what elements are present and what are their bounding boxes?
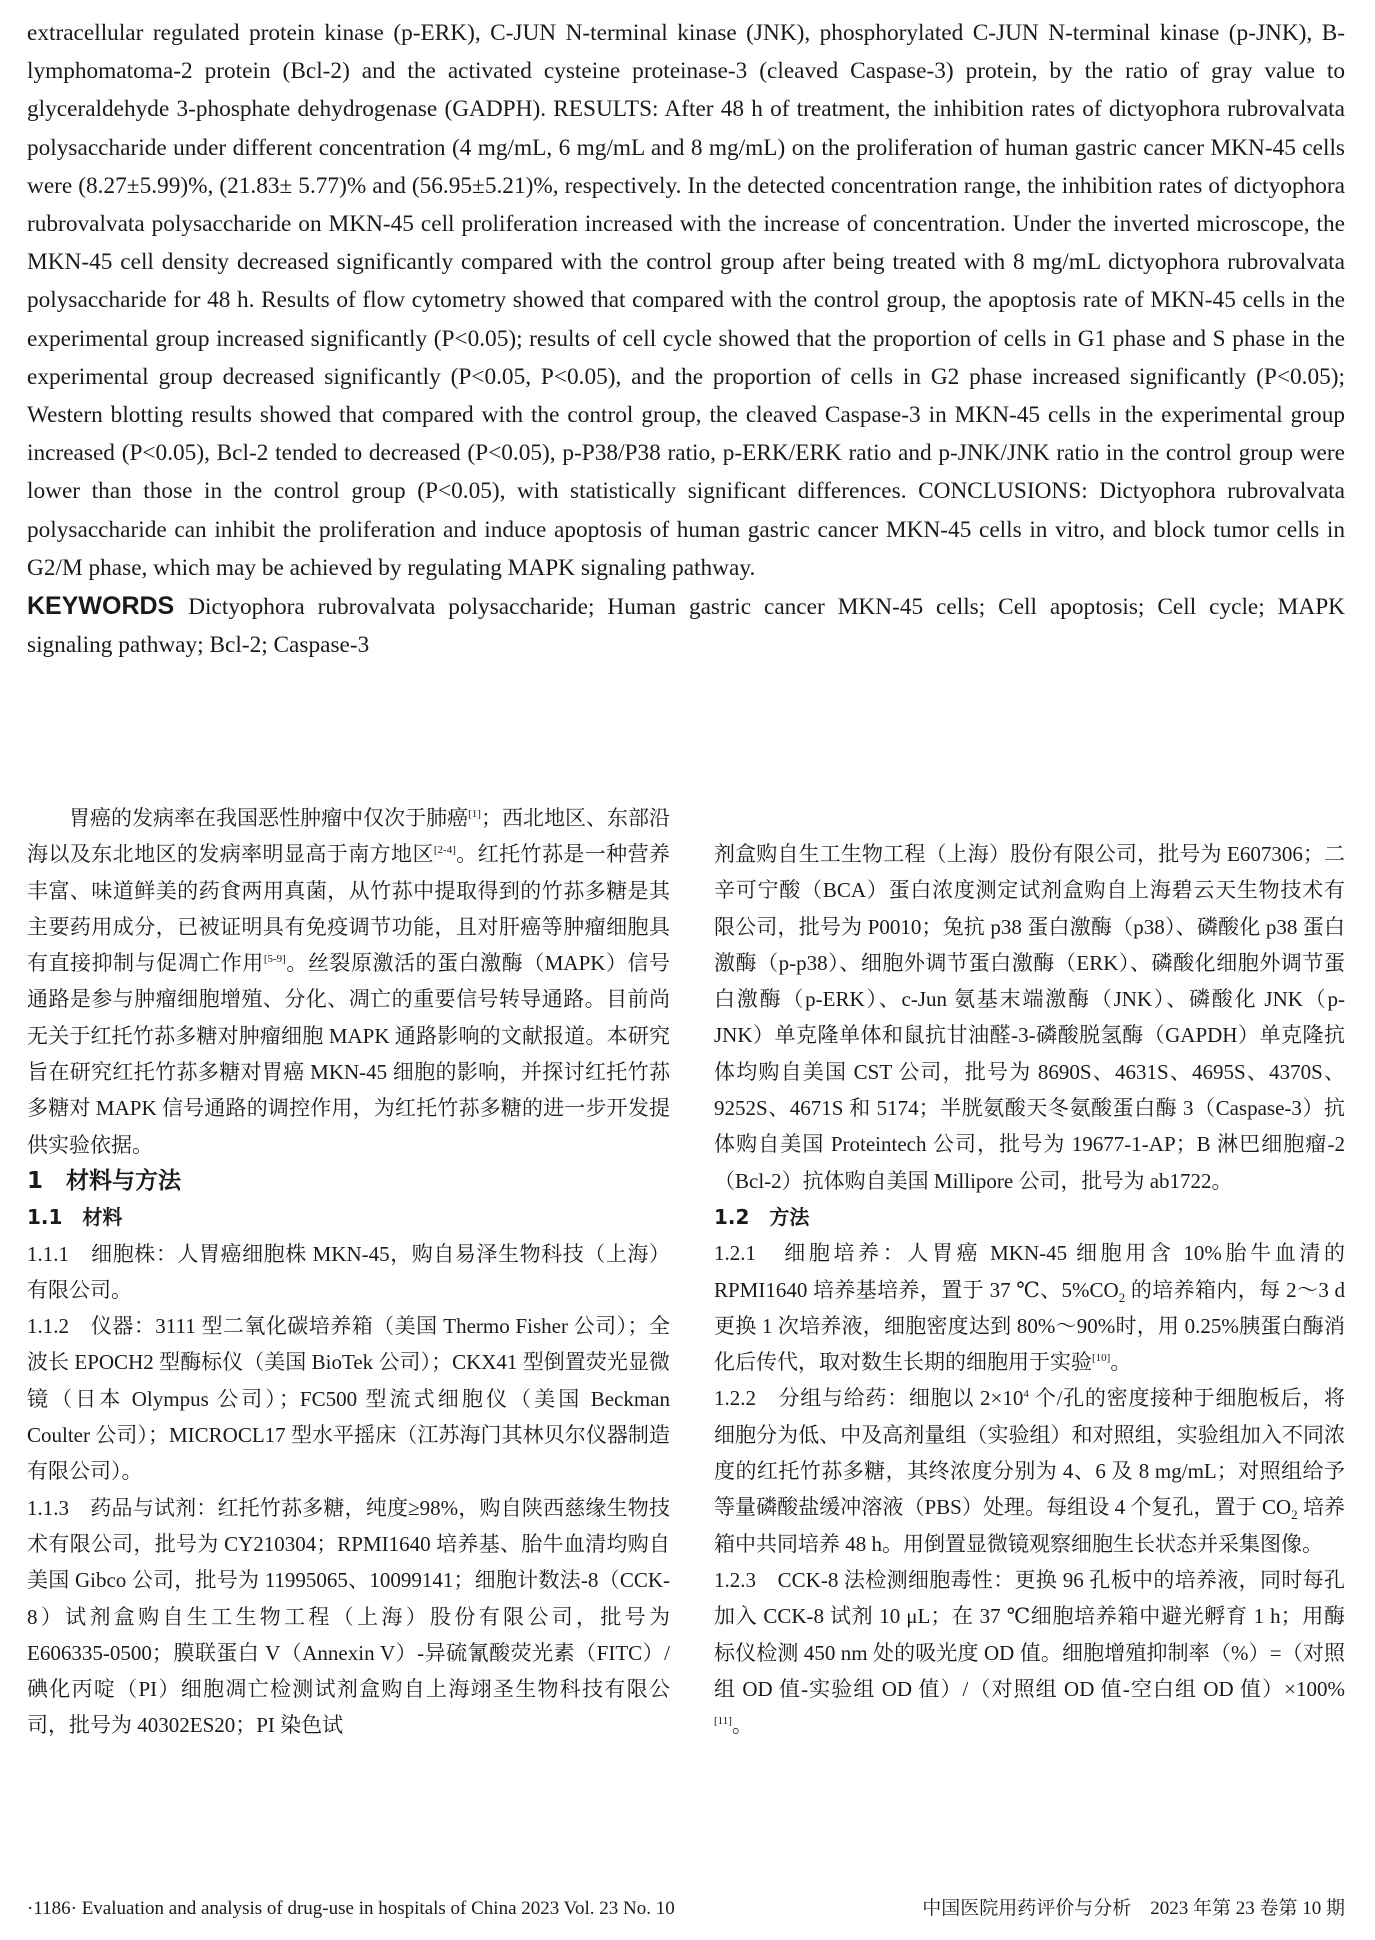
subscript: 2 (1291, 1507, 1298, 1523)
intro-text-b: ；西北地区、东部沿海以及东北地区的发病率明显高于南方地区 (27, 806, 671, 867)
left-column (27, 800, 670, 1744)
citation: [5-9] (263, 953, 286, 966)
subsection-heading-1-1: 1.1 材料 (27, 1205, 123, 1230)
p121-text-c: 。 (1110, 1350, 1132, 1375)
superscript: 4 (1023, 1388, 1029, 1401)
paragraph-1-1-1: 1.1.1 细胞株：人胃癌细胞株 MKN-45，购自易泽生物科技（上海）有限公司。 (27, 1241, 670, 1302)
abstract-text: extracellular regulated protein kinase (p-ERK), C-JUN N-terminal kinase (JNK), phosphorylated C-JUN N-terminal kinase (p-JNK), B-lymphomatoma-2 protein (Bcl-2) and the activated cysteine proteinase-3 (cleaved Caspase-3) protein, by the ratio of gray value to glyceraldehyde 3-phosphate dehydrogenase (GADPH). RESULTS: After 48 h of treatment, the inhibition rates of dictyophora rubrovalvata polysaccharide under different concentration (4 mg/mL, 6 mg/mL and 8 mg/mL) on the proliferation of human gastric cancer MKN-45 cells were (8.27±5.99)%, (21.83± 5.77)% and (56.95±5.21)%, respectively. In the detected concentration range, the inhibition rates of dictyophora rubrovalvata polysaccharide on MKN-45 cell proliferation increased with the increase of concentration. Under the inverted microscope, the MKN-45 cell density decreased significantly compared with the control group after being treated with 8 mg/mL dictyophora rubrovalvata polysaccharide for 48 h. Results of flow cytometry showed that compared with the control group, the apoptosis rate of MKN-45 cells in the experimental group increased significantly (P<0.05); results of cell cycle showed that the proportion of cells in G1 phase and S phase in the experimental group decreased significantly (P<0.05, P<0.05), and the proportion of cells in G2 phase increased significantly (P<0.05); Western blotting results showed that compared with the control group, the cleaved Caspase-3 in MKN-45 cells in the experimental group increased (P<0.05), Bcl-2 tended to decreased (P<0.05), p-P38/P38 ratio, p-ERK/ERK ratio and p-JNK/JNK ratio in the control group were lower than those in the control group (P<0.05), with statistically significant differences. CONCLUSIONS: Dictyophora rubrovalvata polysaccharide can inhibit the proliferation and induce apoptosis of human gastric cancer MKN-45 cells in vitro, and block tumor cells in G2/M phase, which may be achieved by regulating MAPK signaling pathway. (27, 20, 1345, 581)
paragraph-1-2-1 (714, 1235, 1345, 1380)
p121-text-a: 1.2.1 细胞培养：人胃癌 MKN-45 细胞用含 10%胎牛血清的 RPMI1640 培养基培养，置于 37 ℃、5%CO (714, 1241, 1345, 1302)
p123-end: 。 (731, 1713, 753, 1738)
p122-text-a: 1.2.2 分组与给药：细胞以 2×10 (714, 1386, 1024, 1411)
subscript: 2 (1118, 1289, 1126, 1305)
keywords-label: KEYWORDS (27, 592, 175, 621)
intro-text-c: 。红托竹荪是一种营养丰富、味道鲜美的药食两用真菌，从竹荪中提取得到的竹荪多糖是其主要药用成分，已被证明具有免疫调节功能，且对肝癌等肿瘤细胞具有直接抑制与促凋亡作用 (27, 842, 671, 976)
intro-paragraph (27, 800, 670, 1163)
right-column (714, 836, 1345, 1743)
section-heading-1: 1 材料与方法 (27, 1167, 182, 1194)
intro-text-a: 胃癌的发病率在我国恶性肿瘤中仅次于肺癌 (69, 806, 469, 830)
keywords-line (27, 587, 1345, 664)
footer-journal-en: ·1186· Evaluation and analysis of drug-use in hospitals of China 2023 Vol. 23 No. 10 (27, 1898, 675, 1919)
keywords-text: Dictyophora rubrovalvata polysaccharide; Human gastric cancer MKN-45 cells; Cell apoptosis; Cell cycle; MAPK signaling pathway; Bcl-2; Caspase-3 (27, 594, 1345, 659)
citation: [1] (468, 808, 481, 820)
intro-text-d: 。丝裂原激活的蛋白激酶（MAPK）信号通路是参与肿瘤细胞增殖、分化、凋亡的重要信号转导通路。目前尚无关于红托竹荪多糖对肿瘤细胞 MAPK 通路影响的文献报道。本研究旨在研究红托竹荪多糖对胃癌 MKN-45 细胞的影响，并探讨红托竹荪多糖对 MAPK 信号通路的调控作用，为红托竹荪多糖的进一步开发提供实验依据。 (27, 951, 671, 1157)
p123-text: 1.2.3 CCK-8 法检测细胞毒性：更换 96 孔板中的培养液，同时每孔加入 CCK-8 试剂 10 μL；在 37 ℃细胞培养箱中避光孵育 1 h；用酶标仪检测 450 nm 处的吸光度 OD 值。细胞增殖抑制率（%）=（对照组 OD 值-实验组 OD 值）/（对照组 OD 值-空白组 OD 值）×100% (714, 1567, 1345, 1701)
footer-journal-cn: 中国医院用药评价与分析 2023 年第 23 卷第 10 期 (922, 1898, 1345, 1919)
paragraph-1-2-2 (714, 1380, 1345, 1561)
paragraph-1-1-2: 1.1.2 仪器：3111 型二氧化碳培养箱（美国 Thermo Fisher 公司）；全波长 EPOCH2 型酶标仪（美国 BioTek 公司）；CKX41 型倒置荧光显微镜（日本 Olympus 公司）；FC500 型流式细胞仪（美国 Beckman Coulter 公司）；MICROCL17 型水平摇床（江苏海门其林贝尔仪器制造有限公司）。 (27, 1314, 670, 1484)
abstract-section (27, 14, 1345, 664)
p122-text-c: 培养箱中共同培养 48 h。用倒置显微镜观察细胞生长状态并采集图像。 (714, 1495, 1345, 1556)
page-footer (27, 1895, 1345, 1923)
paragraph-1-1-3: 1.1.3 药品与试剂：红托竹荪多糖，纯度≥98%，购自陕西慈缘生物技术有限公司，批号为 CY210304；RPMI1640 培养基、胎牛血清均购自美国 Gibco 公司，批号为 11995065、10099141；细胞计数法-8（CCK-8）试剂盒购自生工生物工程（上海）股份有限公司，批号为 E606335-0500；膜联蛋白 V（Annexin V）-异硫氰酸荧光素（FITC）/碘化丙啶（PI）细胞凋亡检测试剂盒购自上海翊圣生物科技有限公司，批号为 40302ES20；PI 染色试 (27, 1495, 670, 1738)
paragraph-1-2-3 (714, 1562, 1345, 1743)
citation: [10] (1092, 1352, 1111, 1365)
subsection-heading-1-2: 1.2 方法 (714, 1204, 810, 1229)
citation: [11] (714, 1715, 732, 1728)
citation: [2-4] (433, 844, 456, 857)
p122-text-b: 个/孔的密度接种于细胞板后，将细胞分为低、中及高剂量组（实验组）和对照组，实验组加入不同浓度的红托竹荪多糖，其终浓度分别为 4、6 及 8 mg/mL；对照组给予等量磷酸盐缓冲溶液（PBS）处理。每组设 4 个复孔，置于 CO (714, 1386, 1345, 1520)
paragraph-continued: 剂盒购自生工生物工程（上海）股份有限公司，批号为 E607306；二辛可宁酸（BCA）蛋白浓度测定试剂盒购自上海碧云天生物技术有限公司，批号为 P0010；兔抗 p38 蛋白激酶（p38）、磷酸化 p38 蛋白激酶（p-p38）、细胞外调节蛋白激酶（ERK）、磷酸化细胞外调节蛋白激酶（p-ERK）、c-Jun 氨基末端激酶（JNK）、磷酸化 JNK（p-JNK）单克隆单体和鼠抗甘油醛-3-磷酸脱氢酶（GAPDH）单克隆抗体均购自美国 CST 公司，批号为 8690S、4631S、4695S、4370S、9252S、4671S 和 5174；半胱氨酸天冬氨酸蛋白酶 3（Caspase-3）抗体购自美国 Proteintech 公司，批号为 19677-1-AP；B 淋巴细胞瘤-2（Bcl-2）抗体购自美国 Millipore 公司，批号为 ab1722。 (714, 842, 1345, 1193)
p121-text-b: 的培养箱内，每 2～3 d 更换 1 次培养液，细胞密度达到 80%～90%时，用 0.25%胰蛋白酶消化后传代，取对数生长期的细胞用于实验 (714, 1277, 1346, 1375)
